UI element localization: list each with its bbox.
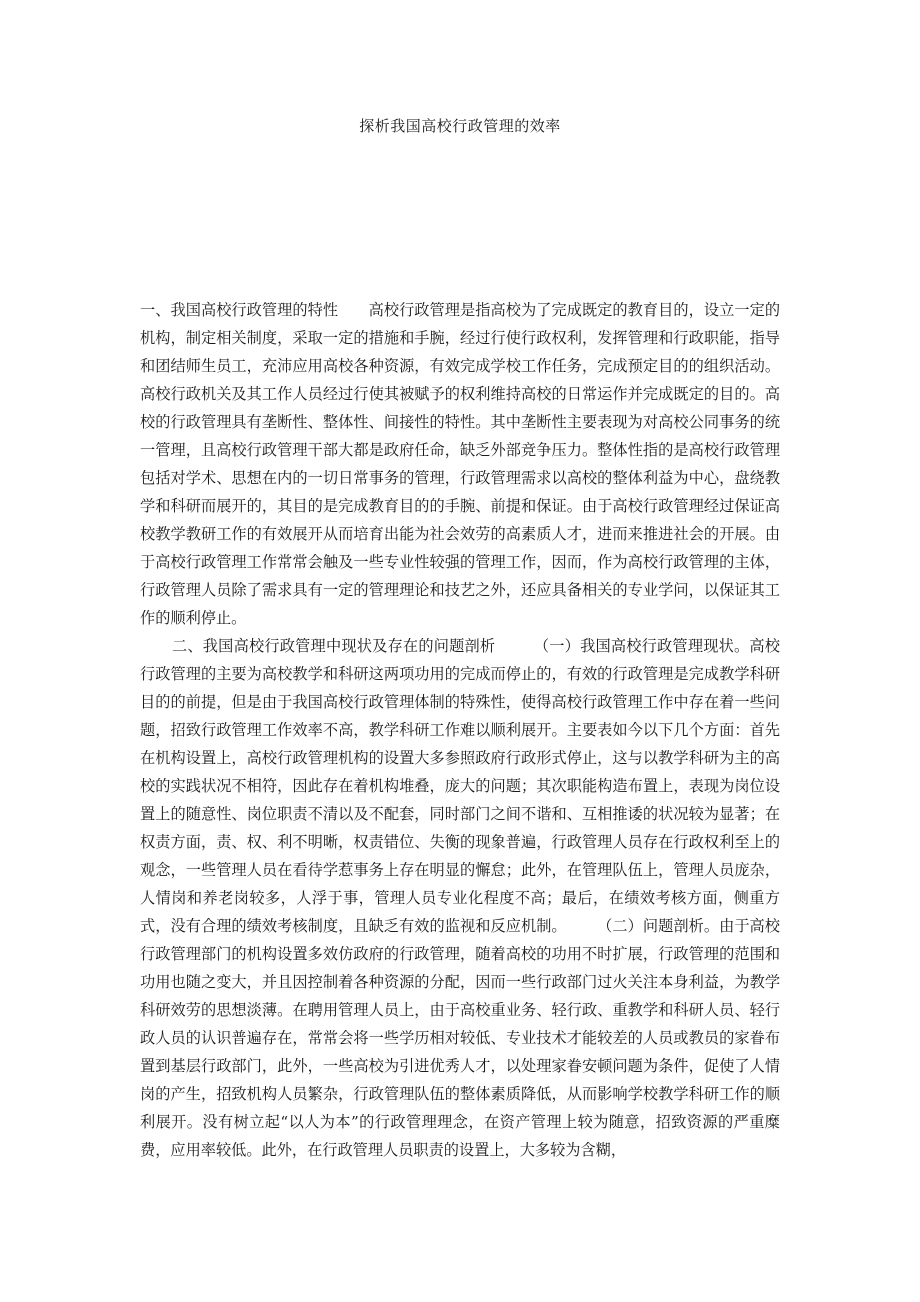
document-title: 探析我国高校行政管理的效率 [359, 117, 561, 135]
paragraph-section-two: 二、我国高校行政管理中现状及存在的问题剖析 （一）我国高校行政管理现状。高校行政管理的主要为高校教学和科研这两项功用的完成而停止的，有效的行政管理是完成教学科研目的的前提，但是由于我国高校行政管理体制的特殊性，使得高校行政管理工作中存在着一些问题，招致行政管理工作效率不高，教学科研工作难以顺利展开。主要表如今以下几个方面：首先在机构设置上，高校行政管理机构的设置大多参照政府行政形式停止，这与以教学科研为主的高校的实践状况不相符，因此存在着机构堆叠，庞大的问题；其次职能构造布置上，表现为岗位设置上的随意性、岗位职责不清以及不配套，同时部门之间不谐和、互相推诿的状况较为显著；在权责方面，责、权、利不明晰，权责错位、失衡的现象普遍，行政管理人员存在行政权利至上的观念，一些管理人员在看待学惹事务上存在明显的懈怠；此外，在管理队伍上，管理人员庞杂，人情岗和养老岗较多，人浮于事，管理人员专业化程度不高；最后，在绩效考核方面，侧重方式，没有合理的绩效考核制度，且缺乏有效的监视和反应机制。 （二）问题剖析。由于高校行政管理部门的机构设置多效仿政府的行政管理，随着高校的功用不时扩展，行政管理的范围和功用也随之变大，并且因控制着各种资源的分配，因而一些行政部门过火关注本身利益，为教学科研效劳的思想淡薄。在聘用管理人员上，由于高校重业务、轻行政、重教学和科研人员、轻行政人员的认识普遍存在，常常会将一些学历相对较低、专业技术才能较差的人员或教员的家眷布置到基层行政部门，此外，一些高校为引进优秀人才，以处理家眷安顿问题为条件，促使了人情岗的产生，招致机构人员繁杂，行政管理队伍的整体素质降低，从而影响学校教学科研工作的顺利展开。没有树立起“以人为本”的行政管理理念，在资产管理上较为随意，招致资源的严重糜费，应用率较低。此外，在行政管理人员职责的设置上，大多较为含糊， [140, 637, 780, 1159]
paragraph-section-one: 一、我国高校行政管理的特性 高校行政管理是指高校为了完成既定的教育目的，设立一定的机构，制定相关制度，采取一定的措施和手腕，经过行使行政权利，发挥管理和行政职能，指导和团结师生员工，充沛应用高校各种资源，有效完成学校工作任务，完成预定目的的组织活动。高校行政机关及其工作人员经过行使其被赋予的权利维持高校的日常运作并完成既定的目的。高校的行政管理具有垄断性、整体性、间接性的特性。其中垄断性主要表现为对高校公同事务的统一管理，且高校行政管理干部大都是政府任命，缺乏外部竞争压力。整体性指的是高校行政管理包括对学术、思想在内的一切日常事务的管理，行政管理需求以高校的整体利益为中心，盘绕教学和科研而展开的，其目的是完成教育目的的手腕、前提和保证。由于高校行政管理经过保证高校教学教研工作的有效展开从而培育出能为社会效劳的高素质人才，进而来推进社会的开展。由于高校行政管理工作常常会触及一些专业性较强的管理工作，因而，作为高校行政管理的主体，行政管理人员除了需求具有一定的管理理论和技艺之外，还应具备相关的专业学问，以保证其工作的顺利停止。 [140, 301, 780, 627]
document-body [140, 296, 780, 1164]
